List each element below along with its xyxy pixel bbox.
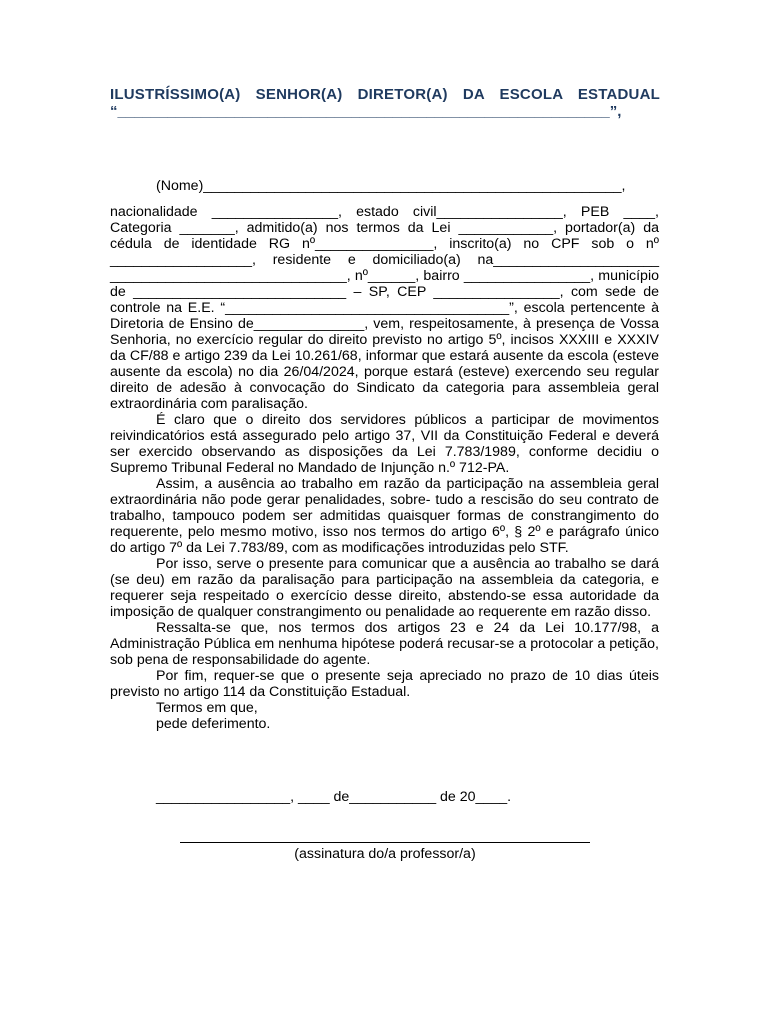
document-body	[110, 178, 659, 732]
addressee-title: ILUSTRÍSSIMO(A) SENHOR(A) DIRETOR(A) DA ESCOLA ESTADUAL	[110, 86, 660, 103]
closing-terms: Termos em que,	[156, 700, 258, 716]
document-header	[110, 86, 660, 120]
paragraph-identification: nacionalidade ________________, estado civil________________, PEB ____, Categoria _______, admitido(a) nos termos da Lei ____________, portador(a) da cédula de identidade RG nº_______________, inscrito(a) no CPF sob o nº __________________, residente e domiciliado(a) na_____________________ ______________________________, nº______, bairro ________________, município de ___________________________ – SP, CEP ________________, com sede de controle na E.E. “____________________________________”, escola pertencente à Diretoria de Ensino de______________, vem, respeitosamente, à presença de Vossa Senhoria, no exercício regular do direito previsto no artigo 5º, incisos XXXIII e XXXIV da CF/88 e artigo 239 da Lei 10.261/68, informar que estará ausente da escola (esteve ausente da escola) no dia 26/04/2024, porque estará (esteve) exercendo seu regular direito de adesão à convocação do Sindicato da categoria para assembleia geral extraordinária com paralisação.	[110, 204, 659, 412]
date-line: _________________, ____ de___________ de 20____.	[156, 789, 512, 805]
paragraph-deadline: Por fim, requer-se que o presente seja apreciado no prazo de 10 dias úteis previsto no artigo 114 da Constituição Estadual.	[110, 668, 659, 700]
signature-line	[180, 842, 590, 843]
school-name-blank: “___________________________________________________________”,	[110, 103, 622, 120]
paragraph-constitutional-right: É claro que o direito dos servidores públicos a participar de movimentos reivindicatórios está assegurado pelo artigo 37, VII da Constituição Federal e deverá ser exercido observando as disposições da Lei 7.783/1989, conforme decidiu o Supremo Tribunal Federal no Mandado de Injunção n.º 712-PA.	[110, 412, 659, 476]
paragraph-protocol: Ressalta-se que, nos termos dos artigos 23 e 24 da Lei 10.177/98, a Administração Pública em nenhuma hipótese poderá recusar-se a protocolar a petição, sob pena de responsabilidade do agente.	[110, 620, 659, 668]
closing-request: pede deferimento.	[156, 716, 271, 732]
signature-label: (assinatura do/a professor/a)	[294, 846, 476, 862]
name-line: (Nome)_____________________________________________________,	[156, 178, 626, 194]
paragraph-communication: Por isso, serve o presente para comunicar que a ausência ao trabalho se dará (se deu) em razão da paralisação para participação na assembleia da categoria, e requerer seja respeitado o exercício desse direito, abstendo-se essa autoridade da imposição de qualquer constrangimento ou penalidade ao requerente em razão disso.	[110, 556, 659, 620]
paragraph-no-penalties: Assim, a ausência ao trabalho em razão da participação na assembleia geral extraordinária não pode gerar penalidades, sobre- tudo a rescisão do seu contrato de trabalho, tampouco podem ser admitidas quaisquer formas de constrangimento do requerente, pelo mesmo motivo, isso nos termos do artigo 6º, § 2º e parágrafo único do artigo 7º da Lei 7.783/89, com as modificações introduzidas pelo STF.	[110, 476, 659, 556]
